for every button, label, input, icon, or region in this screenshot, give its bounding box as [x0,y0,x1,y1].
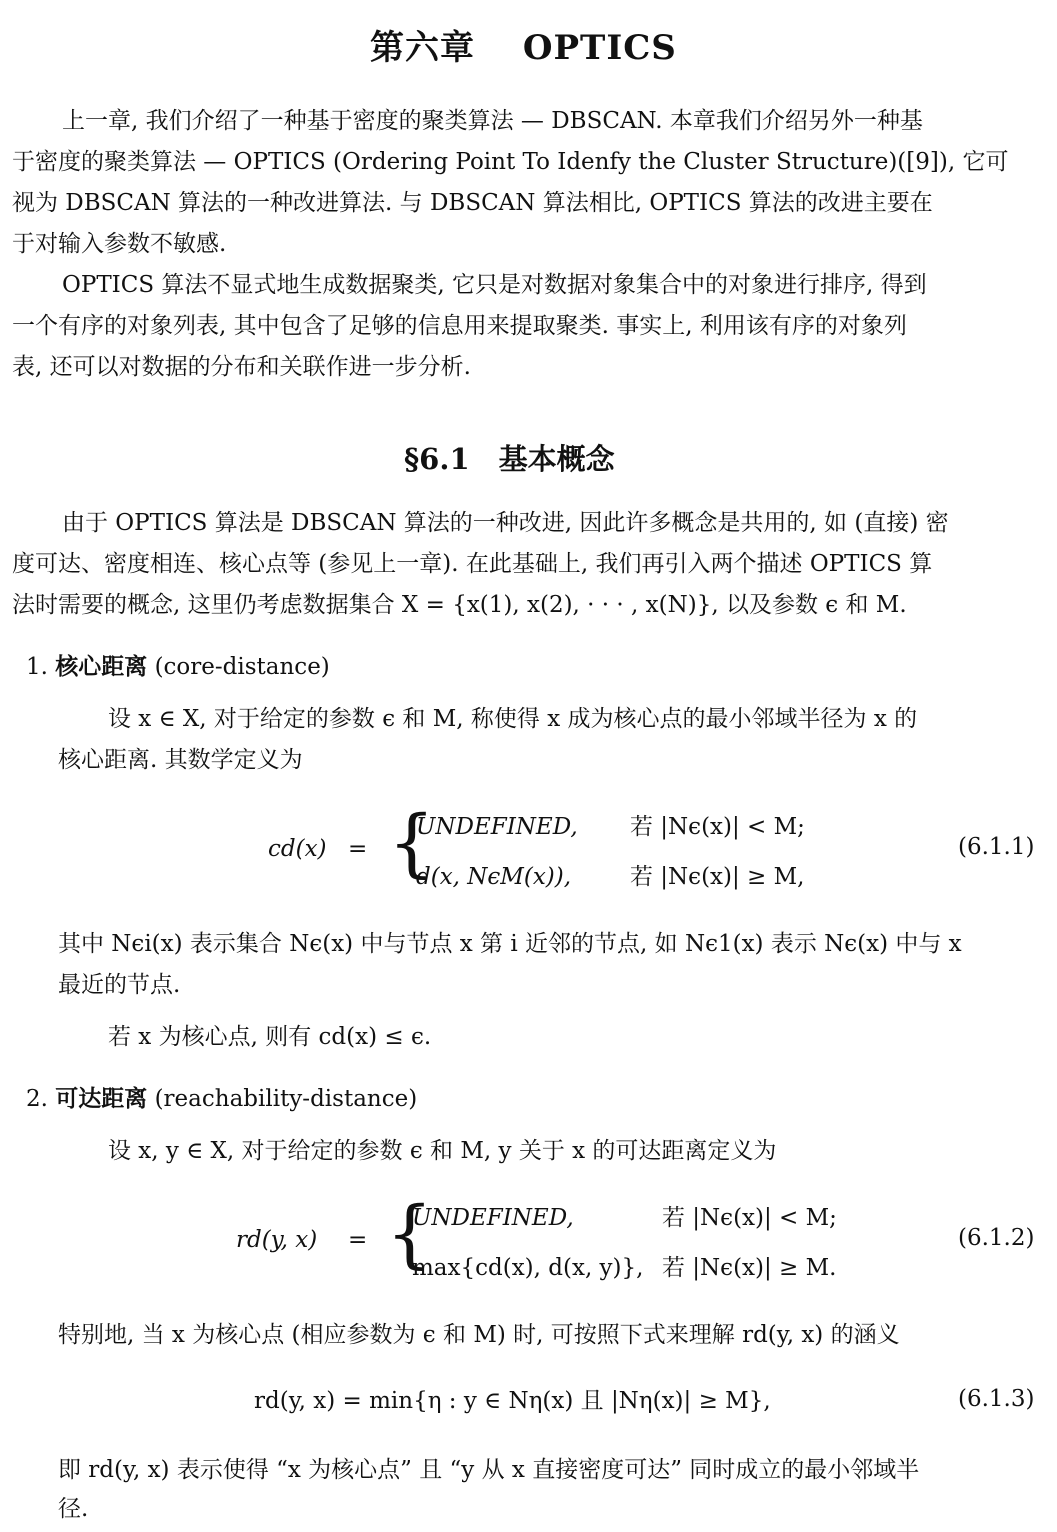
eq1-lhs: cd(x) [268,836,327,862]
eq2-lhs: rd(y, x) [236,1227,318,1253]
item-1-note: 若 x 为核心点, 则有 cd(x) ≤ ϵ. [108,1024,432,1050]
item-1-after-line-2: 最近的节点. [58,972,181,998]
item-2-after-line-1: 特别地, 当 x 为核心点 (相应参数为 ϵ 和 M) 时, 可按照下式来理解 rd(y, x) 的涵义 [58,1322,900,1348]
section-intro-line-2: 度可达、密度相连、核心点等 (参见上一章). 在此基础上, 我们再引入两个描述 OPTICS 算 [12,551,933,577]
intro-p1-line-3: 视为 DBSCAN 算法的一种改进算法. 与 DBSCAN 算法相比, OPTICS 算法的改进主要在 [12,190,933,216]
intro-p2-line-1: OPTICS 算法不显式地生成数据聚类, 它只是对数据对象集合中的对象进行排序, 得到 [62,272,927,298]
eq2-brace: { [386,1191,434,1277]
eq1-case2: d(x, NϵM(x)), [416,864,572,890]
item-1-def-line-1: 设 x ∈ X, 对于给定的参数 ϵ 和 M, 称使得 x 成为核心点的最小邻域半径为 x 的 [108,706,918,732]
section-intro-line-3: 法时需要的概念, 这里仍考虑数据集合 X = {x(1), x(2), · · · , x(N)}, 以及参数 ϵ 和 M. [12,592,907,618]
eq1-cond1: 若 |Nϵ(x)| < M; [630,814,805,840]
eq2-equals: = [348,1227,368,1253]
eq1-equals: = [348,836,368,862]
item-1-heading [26,652,330,682]
item-2-number: 2. [26,1086,48,1112]
section-intro-line-1: 由于 OPTICS 算法是 DBSCAN 算法的一种改进, 因此许多概念是共用的, 如 (直接) 密 [62,510,949,536]
item-2-term-en: (reachability-distance) [154,1086,418,1112]
intro-p1-line-4: 于对输入参数不敏感. [12,231,227,257]
intro-p2-line-3: 表, 还可以对数据的分布和关联作进一步分析. [12,354,471,380]
eq2-case2: max{cd(x), d(x, y)}, [412,1255,644,1281]
eq1-brace: { [388,800,436,886]
item-1-after-line-1: 其中 Nϵi(x) 表示集合 Nϵ(x) 中与节点 x 第 i 近邻的节点, 如 Nϵ1(x) 表示 Nϵ(x) 中与 x [58,931,962,957]
item-1-def-line-2: 核心距离. 其数学定义为 [58,747,303,773]
intro-p1-line-1: 上一章, 我们介绍了一种基于密度的聚类算法 — DBSCAN. 本章我们介绍另外一种基 [62,108,923,134]
item-2-term: 可达距离 [55,1085,148,1112]
eq1-case1: UNDEFINED, [416,814,578,840]
eq2-cond2: 若 |Nϵ(x)| ≥ M. [662,1255,837,1281]
eq1-cond2: 若 |Nϵ(x)| ≥ M, [630,864,805,890]
intro-p2-line-2: 一个有序的对象列表, 其中包含了足够的信息用来提取聚类. 事实上, 利用该有序的对象列 [12,313,907,339]
item-1-term-en: (core-distance) [154,654,330,680]
eq3-text: rd(y, x) = min{η : y ∈ Nη(x) 且 |Nη(x)| ≥ M}, [254,1388,771,1414]
eq2-number: (6.1.2) [958,1225,1035,1251]
item-2-final-line-2: 径. [58,1496,89,1522]
intro-p1-line-2: 于密度的聚类算法 — OPTICS (Ordering Point To Idenfy the Cluster Structure)([9]), 它可 [12,149,1009,175]
eq1-number: (6.1.1) [958,834,1035,860]
section-title: §6.1 基本概念 [404,442,615,476]
eq2-cond1: 若 |Nϵ(x)| < M; [662,1205,837,1231]
eq2-case1: UNDEFINED, [412,1205,574,1231]
eq3-number: (6.1.3) [958,1386,1035,1412]
item-2-def-line-1: 设 x, y ∈ X, 对于给定的参数 ϵ 和 M, y 关于 x 的可达距离定义为 [108,1138,777,1164]
item-1-term: 核心距离 [55,653,148,680]
item-2-final-line-1: 即 rd(y, x) 表示使得 “x 为核心点” 且 “y 从 x 直接密度可达” 同时成立的最小邻域半 [58,1457,920,1483]
chapter-title: 第六章 OPTICS [370,28,677,68]
item-2-heading [26,1084,417,1114]
item-1-number: 1. [26,654,48,680]
